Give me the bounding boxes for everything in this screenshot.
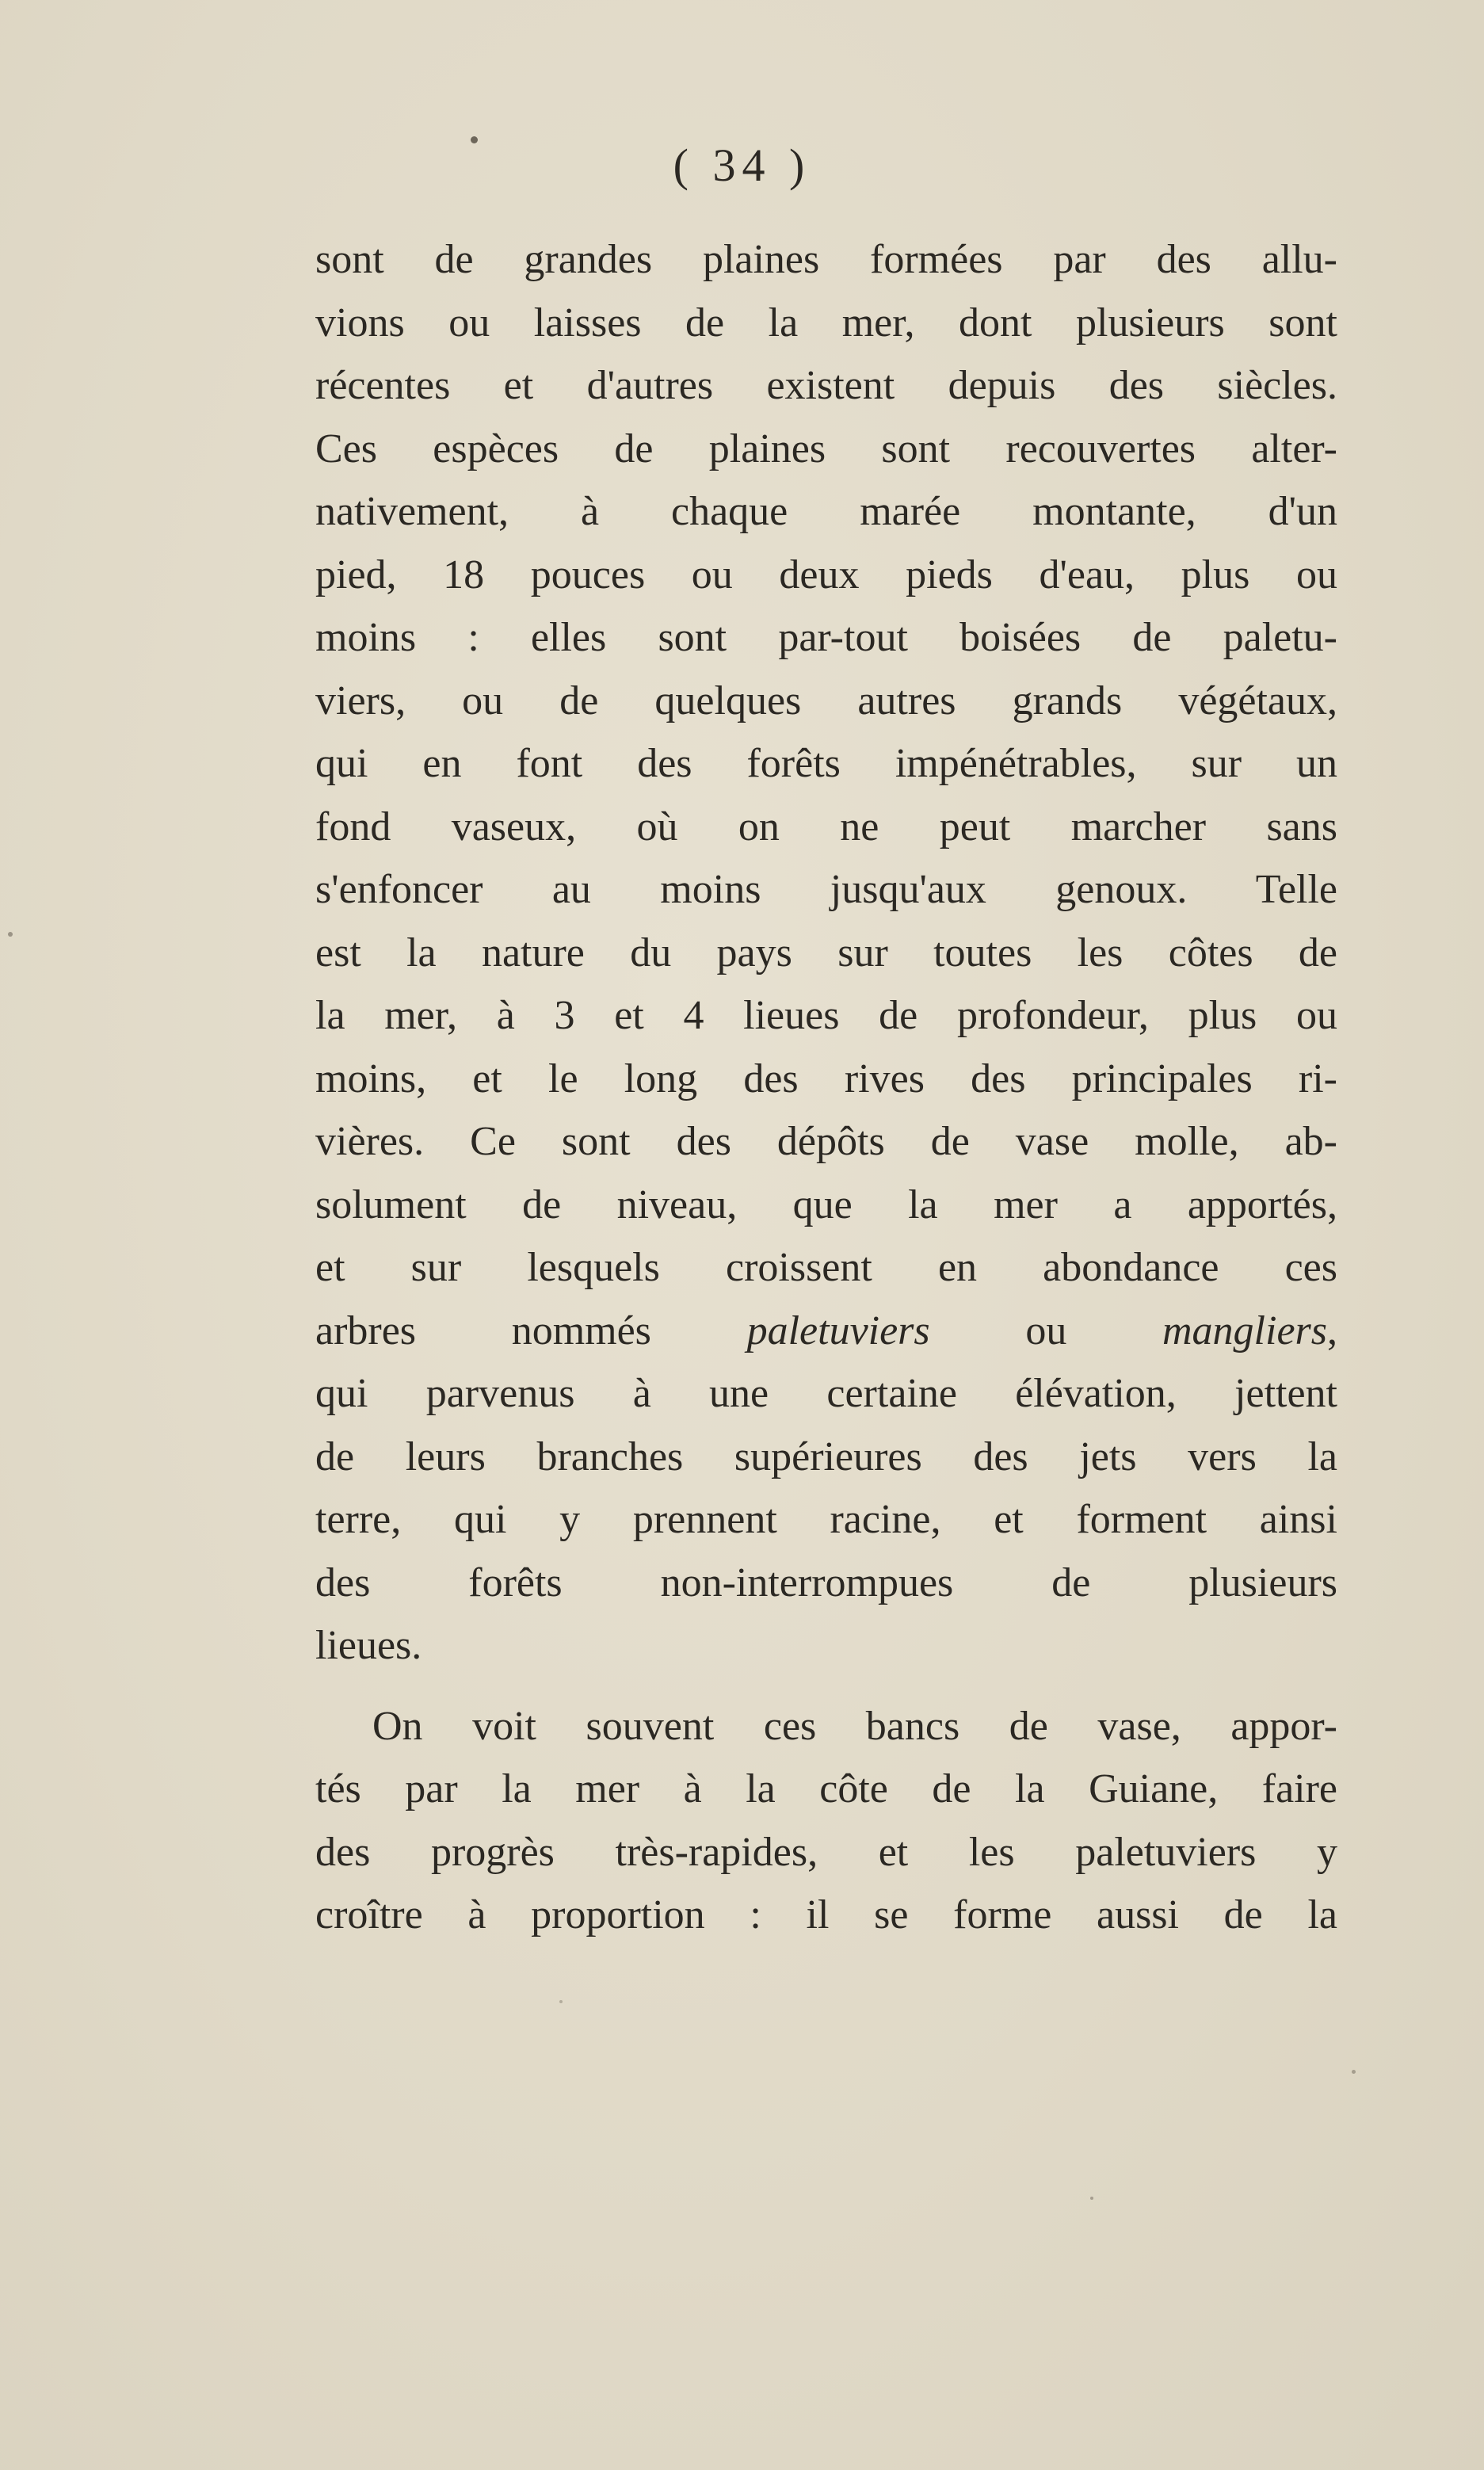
text-line: la mer, à 3 et 4 lieues de profondeur, plus ou	[315, 993, 1337, 1038]
text-segment: arbres nommés	[315, 1308, 747, 1353]
text-line-with-italics	[315, 1300, 1337, 1363]
ink-speck	[1352, 2070, 1356, 2074]
text-segment: ou	[929, 1308, 1162, 1353]
text-line: croître à proportion : il se forme aussi de la	[315, 1892, 1337, 1937]
body-text	[315, 228, 1337, 1947]
text-line: vions ou laisses de la mer, dont plusieurs sont	[315, 300, 1337, 345]
text-segment: ,	[1327, 1308, 1337, 1353]
text-line: de leurs branches supérieures des jets vers la	[315, 1434, 1337, 1479]
ink-speck	[8, 932, 13, 937]
text-line: et sur lesquels croissent en abondance ces	[315, 1245, 1337, 1290]
text-line: s'enfoncer au moins jusqu'aux genoux. Telle	[315, 867, 1337, 912]
text-line: lieues.	[315, 1623, 422, 1668]
text-line: qui en font des forêts impénétrables, sur un	[315, 741, 1337, 786]
text-line: des progrès très-rapides, et les paletuviers y	[315, 1829, 1337, 1875]
text-line: vières. Ce sont des dépôts de vase molle, ab-	[315, 1119, 1337, 1164]
text-line: qui parvenus à une certaine élévation, jettent	[315, 1371, 1337, 1416]
italic-term-mangliers: mangliers	[1162, 1308, 1327, 1353]
text-line: viers, ou de quelques autres grands végétaux,	[315, 678, 1337, 723]
text-line: des forêts non-interrompues de plusieurs	[315, 1559, 1337, 1605]
text-line: sont de grandes plaines formées par des allu-	[315, 237, 1337, 282]
text-line: récentes et d'autres existent depuis des siècles.	[315, 363, 1337, 408]
text-line: tés par la mer à la côte de la Guiane, faire	[315, 1766, 1337, 1811]
ink-speck	[559, 2000, 563, 2003]
text-line: pied, 18 pouces ou deux pieds d'eau, plus ou	[315, 552, 1337, 597]
ink-speck	[1090, 2197, 1093, 2200]
text-line: terre, qui y prennent racine, et forment ainsi	[315, 1497, 1337, 1542]
text-line: moins : elles sont par-tout boisées de paletu-	[315, 615, 1337, 660]
paragraph-first-line: On voit souvent ces bancs de vase, appor-	[372, 1703, 1337, 1749]
text-line: moins, et le long des rives des principales ri-	[315, 1056, 1337, 1101]
page-number: ( 34 )	[673, 139, 811, 191]
text-line: est la nature du pays sur toutes les côtes de	[315, 930, 1337, 975]
text-line: fond vaseux, où on ne peut marcher sans	[315, 804, 1337, 849]
text-line: Ces espèces de plaines sont recouvertes alter-	[315, 426, 1337, 471]
text-line: solument de niveau, que la mer a apportés,	[315, 1182, 1337, 1227]
text-line: nativement, à chaque marée montante, d'un	[315, 489, 1337, 534]
italic-term-paletuviers: paletuviers	[746, 1308, 930, 1353]
